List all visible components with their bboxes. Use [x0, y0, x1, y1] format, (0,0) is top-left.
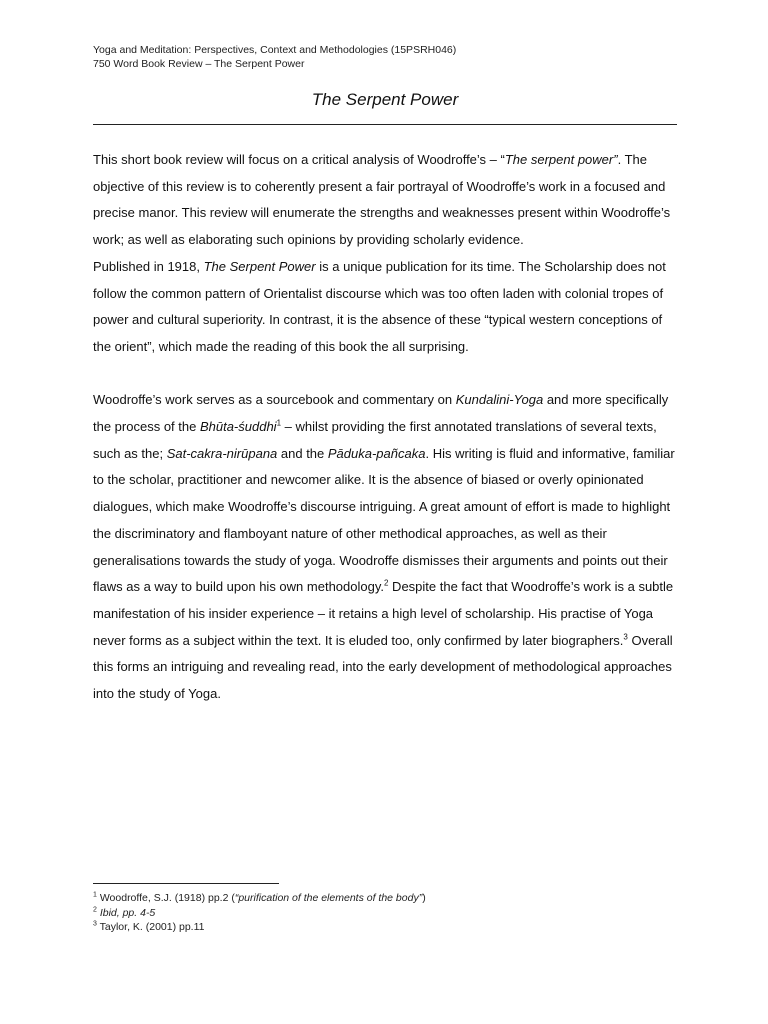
- paragraph-spacer: [93, 361, 683, 388]
- assignment-title: 750 Word Book Review – The Serpent Power: [93, 58, 305, 70]
- paragraph-publication: Published in 1918, The Serpent Power is a unique publication for its time. The Scholarship does not follow the common pattern of Orientalist discourse which was too often laden with colonial tropes of power and cultural superiority. In contrast, it is the absence of these “typical western conceptions of the orient”, which made the reading of this book the all surprising.: [93, 258, 666, 354]
- footnote-ref-1[interactable]: 1: [276, 418, 282, 428]
- footnote-rule: [93, 883, 279, 884]
- footnote-2: $^2$ Ibid, pp. 4-5: [93, 906, 156, 919]
- page-header: [93, 43, 456, 71]
- paragraph-analysis: Woodroffe’s work serves as a sourcebook and commentary on Kundalini-Yoga and more specifically the process of the Bhūta-śuddhi$^1$ – whilst providing the first annotated translations of several texts, such as the; Sat-cakra-nirūpana and the Pāduka-pañcaka. His writing is fluid and informative, familiar to the scholar, practitioner and newcomer alike. It is the absence of biased or overly opinionated dialogues, which make Woodroffe’s discourse intriguing. A great amount of effort is made to highlight the discriminatory and flamboyant nature of other methodical approaches, as well as their generalisations towards the study of yoga. Woodroffe dismisses their arguments and points out their flaws as a way to build upon his own methodology.$^2$ Despite the fact that Woodroffe’s work is a subtle manifestation of his insider experience – it retains a high level of scholarship. His practise of Yoga never forms as a subject within the text. It is eluded too, only confirmed by later biographers.$^3$ Overall this forms an intriguing and revealing read, into the early development of methodological approaches into the study of Yoga.: [93, 392, 675, 702]
- footnotes: [93, 891, 426, 935]
- footnote-ref-2[interactable]: 2: [383, 578, 389, 588]
- paragraph-intro: This short book review will focus on a critical analysis of Woodroffe’s – “The serpent power”. The objective of this review is to coherently present a fair portrayal of Woodroffe’s work in a focused and precise manor. This review will enumerate the strengths and weaknesses present within Woodroffe’s work; as well as elaborating such opinions by providing scholarly evidence.: [93, 152, 671, 248]
- page-title: The Serpent Power: [311, 90, 459, 109]
- footnote-ref-3[interactable]: 3: [623, 632, 628, 642]
- footnote-3: $^3$ Taylor, K. (2001) pp.11: [93, 920, 205, 933]
- document-body: [93, 147, 683, 708]
- title-rule: [93, 124, 677, 125]
- course-title: Yoga and Meditation: Perspectives, Context and Methodologies (15PSRH046): [93, 44, 457, 56]
- footnote-1: $^1$ Woodroffe, S.J. (1918) pp.2 (“purification of the elements of the body”): [93, 891, 426, 904]
